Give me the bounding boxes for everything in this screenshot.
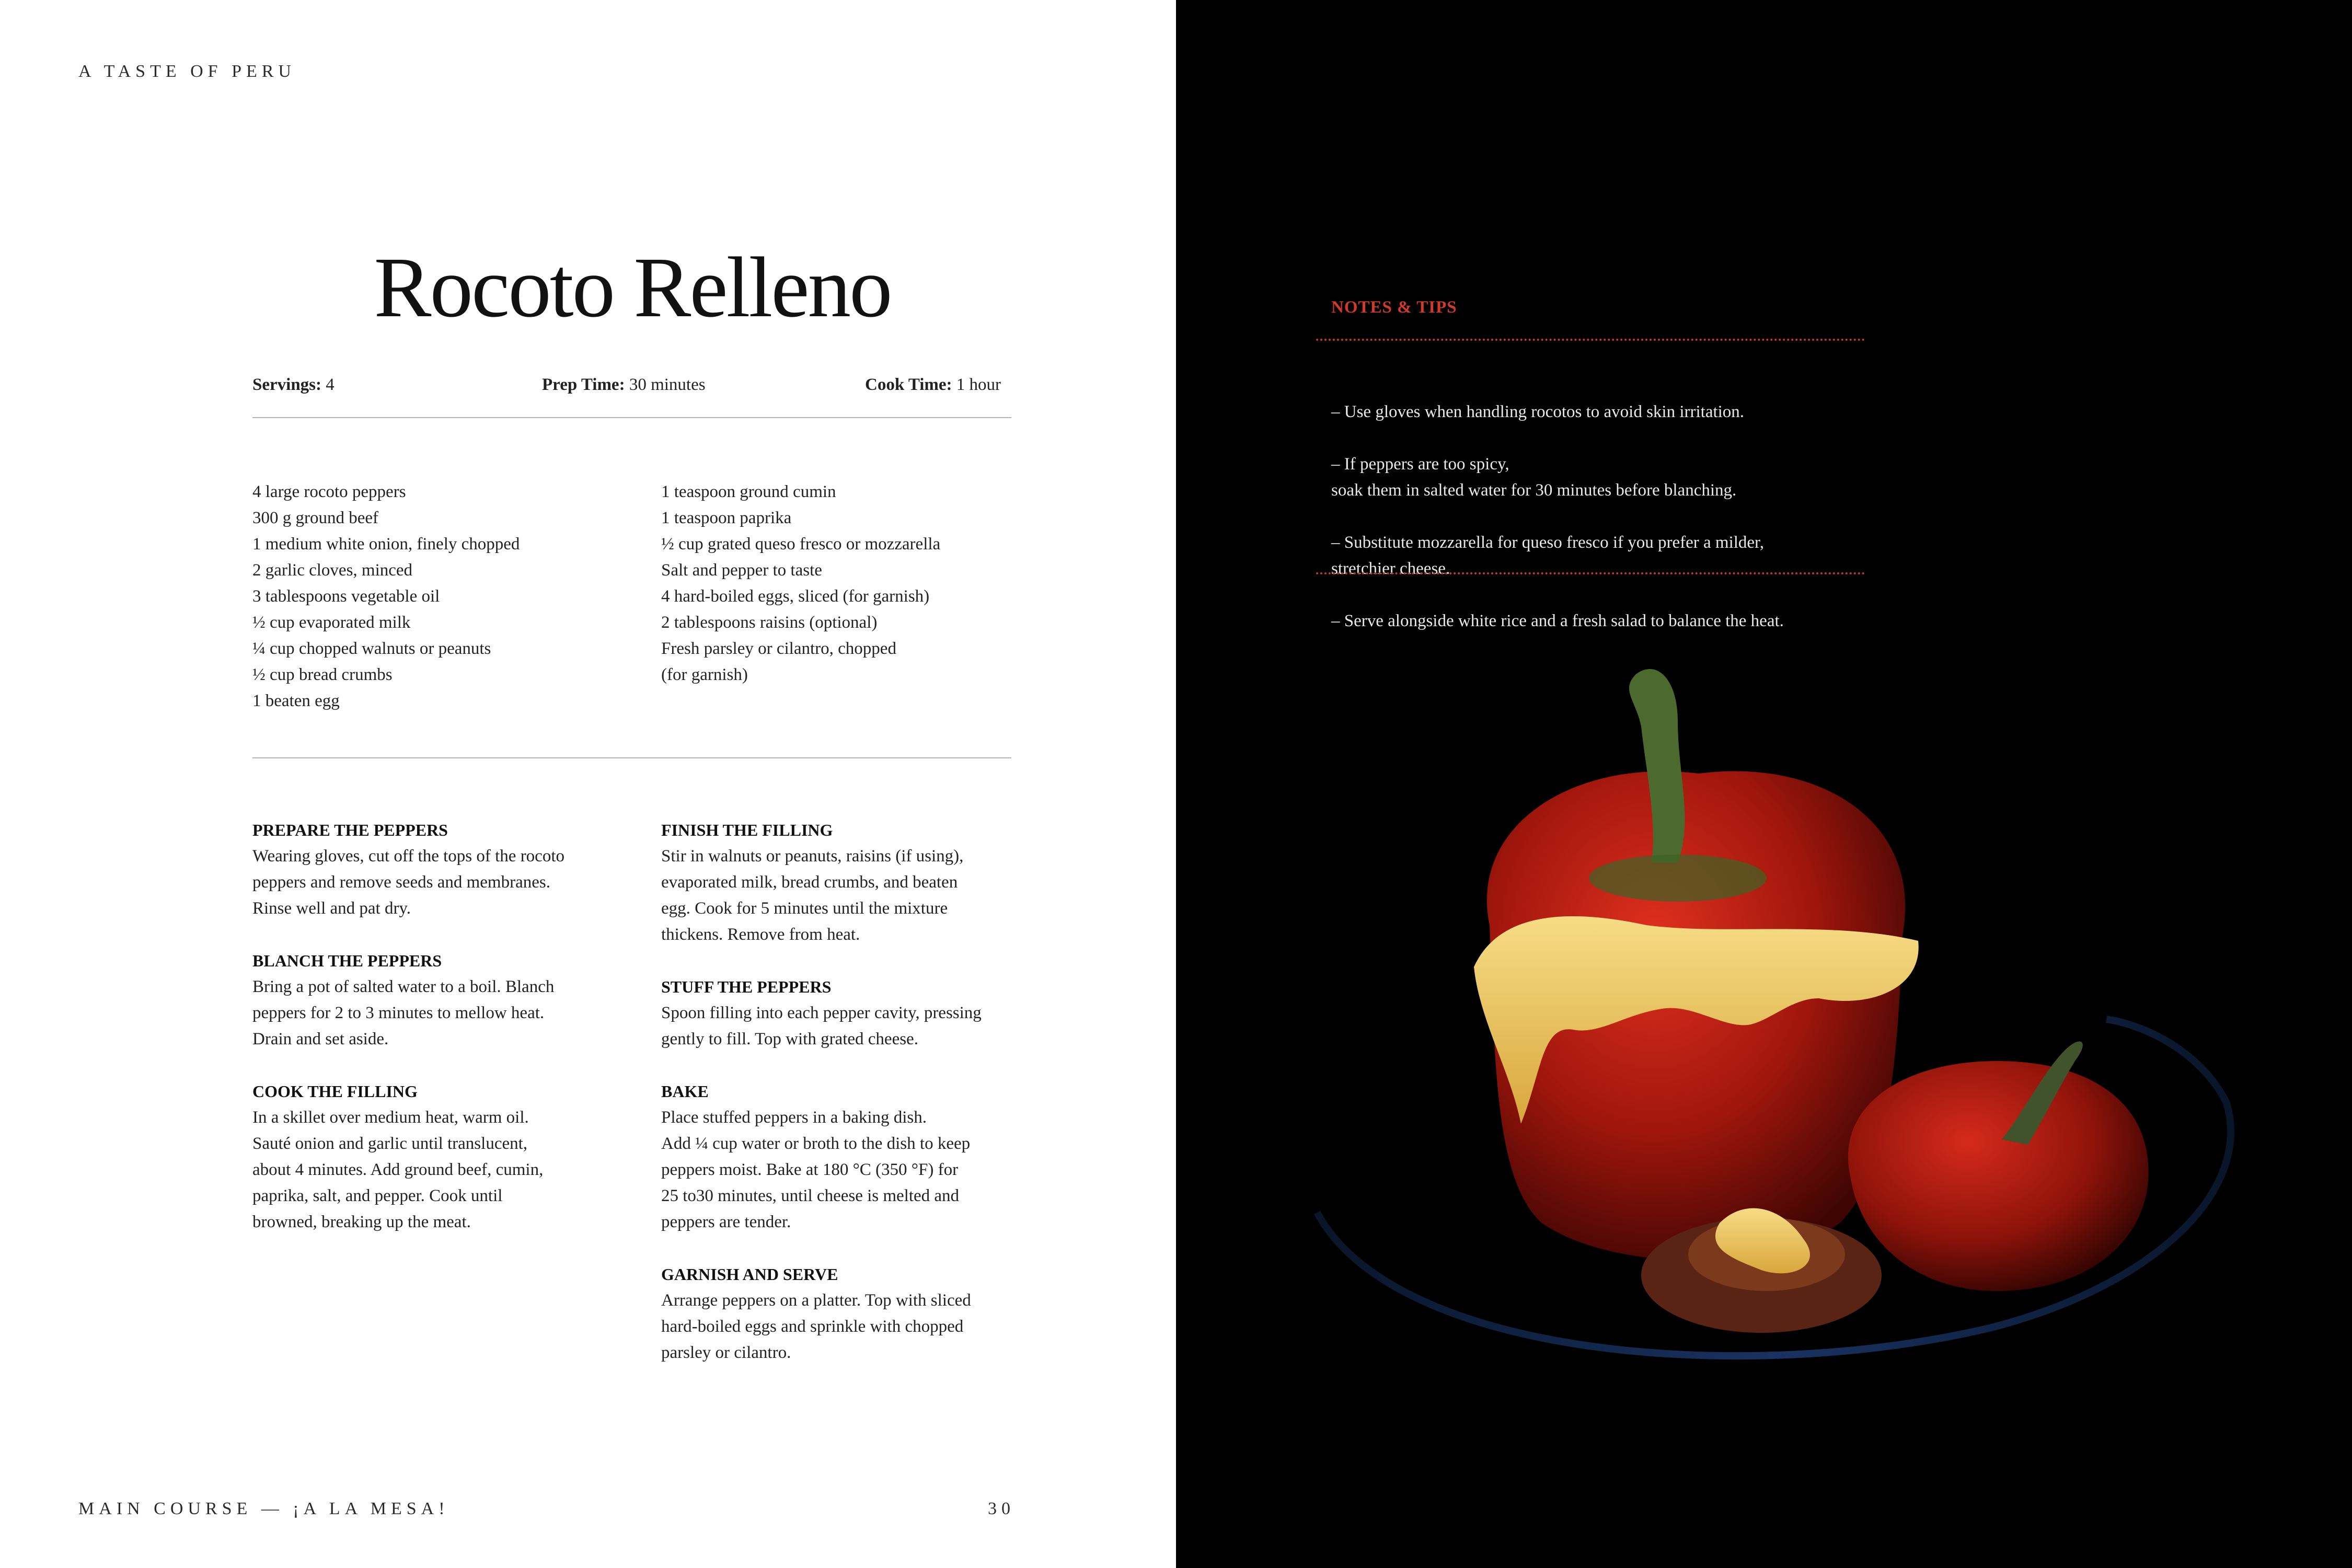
- ingredient-item: 2 tablespoons raisins (optional): [661, 613, 878, 632]
- ingredient-item: Salt and pepper to taste: [661, 561, 822, 580]
- step-heading: BLANCH THE PEPPERS: [252, 951, 442, 970]
- ingredients-list-right: [661, 479, 940, 688]
- stuffed-pepper-small: [1848, 1042, 2149, 1291]
- note-item: – If peppers are too spicy, soak them in salted water for 30 minutes before blanching.: [1331, 455, 1737, 500]
- ingredient-item: ½ cup grated queso fresco or mozzarella: [661, 535, 941, 554]
- step-heading: FINISH THE FILLING: [661, 821, 833, 839]
- dotted-divider: [1316, 339, 1865, 341]
- ingredient-item: Fresh parsley or cilantro, chopped: [661, 639, 896, 658]
- step: [661, 1261, 1022, 1366]
- prep-time-meta: [542, 375, 706, 395]
- step-heading: COOK THE FILLING: [252, 1082, 418, 1101]
- ingredient-item: 1 teaspoon paprika: [661, 509, 792, 527]
- ingredient-item: 4 large rocoto peppers: [252, 482, 406, 501]
- step-body: In a skillet over medium heat, warm oil. Sauté onion and garlic until translucent, about 4 minutes. Add ground beef, cumin, paprika, salt, and pepper. Cook until browned, breaking up the meat.: [252, 1108, 544, 1231]
- ingredient-item: 1 medium white onion, finely chopped: [252, 535, 520, 554]
- page-number: 30: [988, 1499, 1015, 1518]
- ingredient-item: ¼ cup chopped walnuts or peanuts: [252, 639, 491, 658]
- step: [252, 1078, 613, 1235]
- steps-column-left: [252, 817, 613, 1261]
- ingredients-list-left: [252, 479, 520, 714]
- cook-time-meta: [865, 375, 1001, 395]
- right-page: [1176, 0, 2352, 1568]
- step: [661, 817, 1022, 948]
- prep-time-label: Prep Time:: [542, 375, 625, 394]
- ingredient-item: 2 garlic cloves, minced: [252, 561, 413, 580]
- step-heading: GARNISH AND SERVE: [661, 1265, 838, 1284]
- step-body: Arrange peppers on a platter. Top with sliced hard-boiled eggs and sprinkle with chopped parsley or cilantro.: [661, 1291, 971, 1362]
- ingredient-item: (for garnish): [661, 665, 748, 684]
- step: [252, 817, 613, 921]
- servings-value: 4: [326, 375, 335, 394]
- note-item: – Serve alongside white rice and a fresh salad to balance the heat.: [1331, 612, 1784, 630]
- note-item: – Substitute mozzarella for queso fresco if you prefer a milder, stretchier cheese.: [1331, 533, 1764, 578]
- cook-time-value: 1 hour: [956, 375, 1001, 394]
- step-body: Place stuffed peppers in a baking dish. Add ¼ cup water or broth to the dish to keep peppers moist. Bake at 180 °C (350 °F) for 25 to30 minutes, until cheese is melted and peppers are tender.: [661, 1108, 971, 1231]
- notes-heading: NOTES & TIPS: [1331, 298, 1457, 317]
- divider: [252, 757, 1011, 758]
- footer-section-title: MAIN COURSE — ¡A LA MESA!: [78, 1499, 449, 1518]
- step: [661, 1078, 1022, 1235]
- steps-column-right: [661, 817, 1022, 1392]
- recipe-title: Rocoto Relleno: [374, 239, 891, 335]
- cook-time-label: Cook Time:: [865, 375, 952, 394]
- step-heading: STUFF THE PEPPERS: [661, 977, 832, 996]
- servings-meta: [252, 375, 335, 395]
- step-heading: PREPARE THE PEPPERS: [252, 821, 448, 839]
- stuffed-pepper-photo: [1176, 601, 2352, 1568]
- divider: [252, 417, 1011, 418]
- dotted-divider: [1316, 572, 1865, 574]
- ingredient-item: ½ cup bread crumbs: [252, 665, 393, 684]
- ingredient-item: 3 tablespoons vegetable oil: [252, 587, 440, 606]
- note-item: – Use gloves when handling rocotos to avoid skin irritation.: [1331, 402, 1745, 421]
- step-body: Wearing gloves, cut off the tops of the rocoto peppers and remove seeds and membranes. Rinse well and pat dry.: [252, 847, 564, 918]
- step: [252, 948, 613, 1052]
- step-heading: BAKE: [661, 1082, 709, 1101]
- ingredient-item: 1 teaspoon ground cumin: [661, 482, 836, 501]
- step-body: Spoon filling into each pepper cavity, pressing gently to fill. Top with grated cheese.: [661, 1004, 982, 1048]
- servings-label: Servings:: [252, 375, 321, 394]
- ingredient-item: 1 beaten egg: [252, 691, 340, 710]
- step: [661, 974, 1022, 1052]
- ingredient-item: 4 hard-boiled eggs, sliced (for garnish): [661, 587, 930, 606]
- ingredient-item: ½ cup evaporated milk: [252, 613, 411, 632]
- prep-time-value: 30 minutes: [629, 375, 706, 394]
- running-head: A TASTE OF PERU: [78, 62, 296, 81]
- step-body: Stir in walnuts or peanuts, raisins (if using), evaporated milk, bread crumbs, and beaten egg. Cook for 5 minutes until the mixture thickens. Remove from heat.: [661, 847, 964, 944]
- step-body: Bring a pot of salted water to a boil. Blanch peppers for 2 to 3 minutes to mellow heat. Drain and set aside.: [252, 977, 555, 1048]
- ingredient-item: 300 g ground beef: [252, 509, 379, 527]
